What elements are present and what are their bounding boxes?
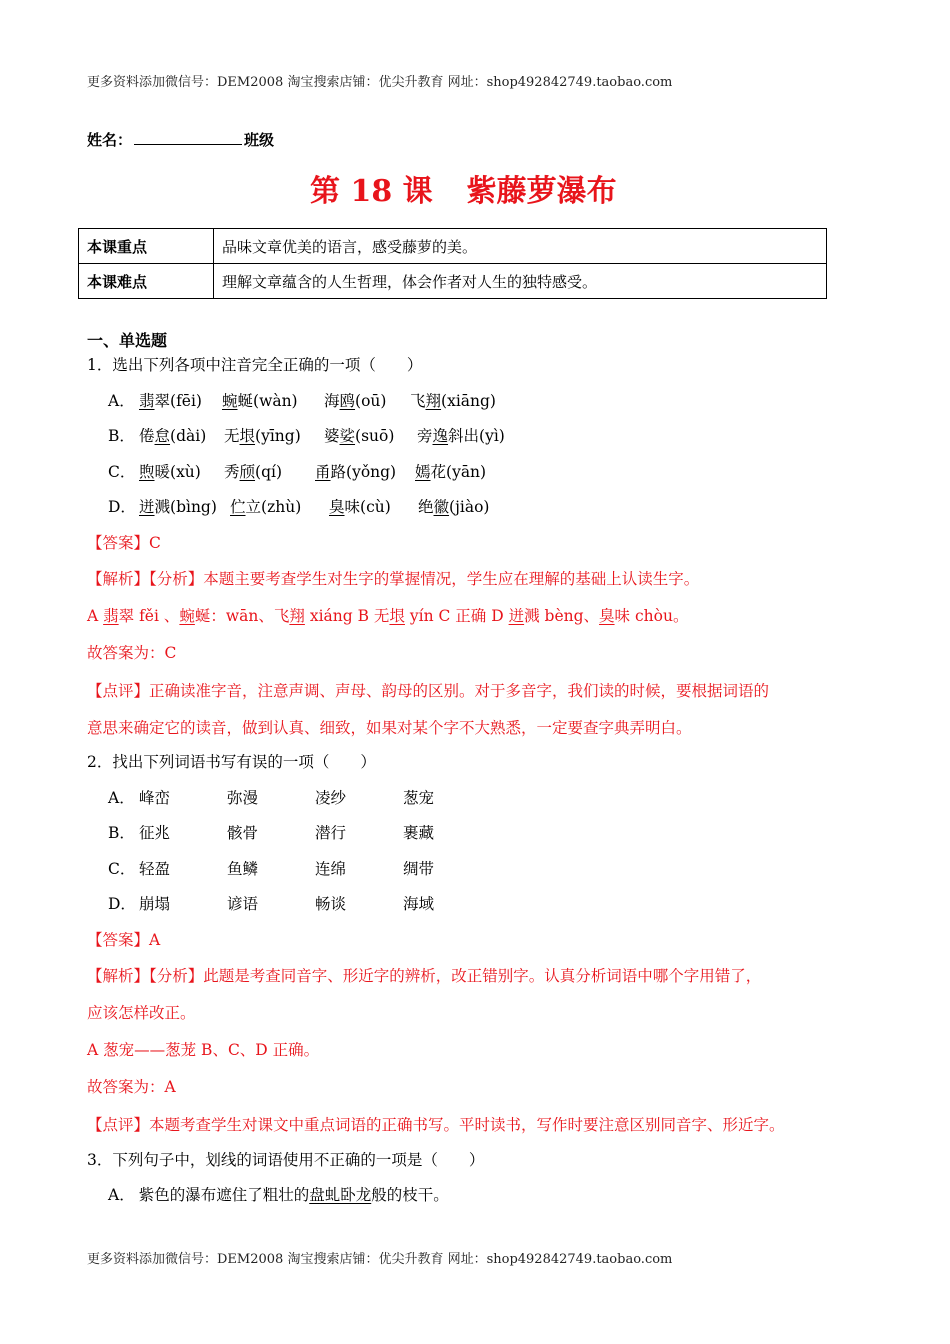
- q2-d-word-1: 崩塌: [139, 895, 171, 913]
- q1-option-c[interactable]: C． 煦暖(xù) 秀颀(qí) 甬路(yǒng) 嫣花(yān): [108, 460, 135, 482]
- section-heading: 一、单选题: [87, 331, 168, 350]
- class-label: 班级: [244, 131, 275, 149]
- q3-underlined-phrase: 盘虬卧龙: [309, 1186, 372, 1204]
- q1-b-item-1: 倦怠(dài): [139, 427, 207, 445]
- q1-answer: 【答案】C: [87, 534, 161, 552]
- key-point-label: 本课重点: [79, 229, 214, 264]
- q2-option-d[interactable]: D． 崩塌 谚语 畅谈 海域: [108, 892, 136, 914]
- q1-c-item-4: 嫣花(yān): [415, 463, 487, 481]
- q1-d-item-3: 臭味(cù): [329, 498, 391, 516]
- q1-detail: A 翡翠 fěi 、蜿蜒：wān、飞翔 xiáng B 无垠 yín C 正确 D 迸溅 bèng、臭味 chòu。: [87, 607, 689, 625]
- q2-c-word-4: 绸带: [403, 860, 435, 878]
- q1-option-b[interactable]: B． 倦怠(dài) 无垠(yīng) 婆娑(suō) 旁逸斜出(yì): [108, 424, 135, 446]
- table-row: [79, 229, 827, 264]
- q1-a-item-4: 飞翔(xiāng): [410, 392, 496, 410]
- lesson-number: 第 18 课: [310, 174, 433, 209]
- q2-b-word-3: 潜行: [315, 824, 347, 842]
- q2-option-b[interactable]: B． 征兆 骸骨 潜行 裹藏: [108, 821, 135, 843]
- q2-analysis-line-2: 应该怎样改正。: [87, 1004, 196, 1022]
- difficulty-text: 理解文章蕴含的人生哲理，体会作者对人生的独特感受。: [214, 264, 827, 299]
- q1-a-item-3: 海鸥(oū): [324, 392, 387, 410]
- q1-comment-line-1: 【点评】正确读准字音，注意声调、声母、韵母的区别。对于多音字，我们读的时候，要根据词语的: [87, 682, 770, 700]
- table-row: [79, 264, 827, 299]
- q2-d-word-4: 海域: [403, 895, 435, 913]
- q1-c-item-3: 甬路(yǒng): [315, 463, 397, 481]
- key-points-table: [78, 228, 827, 299]
- q1-c-item-1: 煦暖(xù): [139, 463, 201, 481]
- q1-c-item-2: 秀颀(qí): [224, 463, 283, 481]
- q2-analysis-line-1: 【解析】【分析】此题是考查同音字、形近字的辨析，改正错别字。认真分析词语中哪个字用错了，: [87, 967, 762, 985]
- q1-b-item-3: 婆娑(suō): [324, 427, 395, 445]
- q1-comment-line-2: 意思来确定它的读音，做到认真、细致，如果对某个字不大熟悉，一定要查字典弄明白。: [87, 719, 692, 737]
- q1-a-item-1: 翡翠(fēi): [139, 392, 202, 410]
- q1-d-item-4: 绝徽(jiào): [418, 498, 490, 516]
- q1-analysis: 【解析】【分析】本题主要考查学生对生字的掌握情况，学生应在理解的基础上认读生字。: [87, 570, 700, 588]
- q2-d-word-3: 畅谈: [315, 895, 347, 913]
- lesson-topic: 紫藤萝瀑布: [466, 174, 617, 209]
- question-2-stem: 2．找出下列词语书写有误的一项（ ）: [87, 753, 376, 771]
- question-1-stem: 1．选出下列各项中注音完全正确的一项（ ）: [87, 356, 423, 374]
- q2-answer: 【答案】A: [87, 931, 161, 949]
- q2-d-word-2: 谚语: [227, 895, 259, 913]
- name-label: 姓名：: [87, 131, 133, 149]
- q2-conclusion: 故答案为：A: [87, 1078, 176, 1096]
- q1-d-item-2: 伫立(zhù): [230, 498, 302, 516]
- q1-option-a[interactable]: A． 翡翠(fēi) 蜿蜒(wàn) 海鸥(oū) 飞翔(xiāng): [108, 389, 135, 411]
- student-info: [87, 129, 274, 150]
- q2-c-word-3: 连绵: [315, 860, 347, 878]
- q2-a-word-2: 弥漫: [227, 789, 259, 807]
- q1-conclusion: 故答案为：C: [87, 644, 177, 662]
- q2-comment: 【点评】本题考查学生对课文中重点词语的正确书写。平时读书，写作时要注意区别同音字、形近字。: [87, 1116, 785, 1134]
- q3-option-a[interactable]: A． 紫色的瀑布遮住了粗壮的盘虬卧龙般的枝干。: [108, 1186, 449, 1204]
- q2-b-word-4: 裹藏: [403, 824, 435, 842]
- header-note: 更多资料添加微信号：DEM2008 淘宝搜索店铺：优尖升教育 网址：shop492842749.taobao.com: [87, 75, 673, 90]
- q1-option-d[interactable]: D． 迸溅(bìng) 伫立(zhù) 臭味(cù) 绝徽(jiào): [108, 495, 136, 517]
- q2-b-word-1: 征兆: [139, 824, 171, 842]
- page-title: [310, 166, 617, 210]
- question-3-stem: 3．下列句子中，划线的词语使用不正确的一项是（ ）: [87, 1151, 485, 1169]
- q2-detail: A 葱宠——葱茏 B、C、D 正确。: [87, 1041, 320, 1059]
- q2-a-word-1: 峰峦: [139, 789, 171, 807]
- name-blank[interactable]: [134, 130, 242, 145]
- footer-note: 更多资料添加微信号：DEM2008 淘宝搜索店铺：优尖升教育 网址：shop492842749.taobao.com: [87, 1252, 673, 1267]
- q2-a-word-4: 葱宠: [403, 789, 435, 807]
- q1-b-item-4: 旁逸斜出(yì): [417, 427, 505, 445]
- q1-b-item-2: 无垠(yīng): [224, 427, 301, 445]
- q1-d-item-1: 迸溅(bìng): [139, 498, 217, 516]
- q2-option-c[interactable]: C． 轻盈 鱼鳞 连绵 绸带: [108, 857, 135, 879]
- q2-option-a[interactable]: A． 峰峦 弥漫 凌纱 葱宠: [108, 786, 135, 808]
- q2-c-word-1: 轻盈: [139, 860, 171, 878]
- difficulty-label: 本课难点: [79, 264, 214, 299]
- q1-a-item-2: 蜿蜒(wàn): [222, 392, 298, 410]
- key-point-text: 品味文章优美的语言，感受藤萝的美。: [214, 229, 827, 264]
- q2-c-word-2: 鱼鳞: [227, 860, 259, 878]
- q2-a-word-3: 凌纱: [315, 789, 347, 807]
- q2-b-word-2: 骸骨: [227, 824, 259, 842]
